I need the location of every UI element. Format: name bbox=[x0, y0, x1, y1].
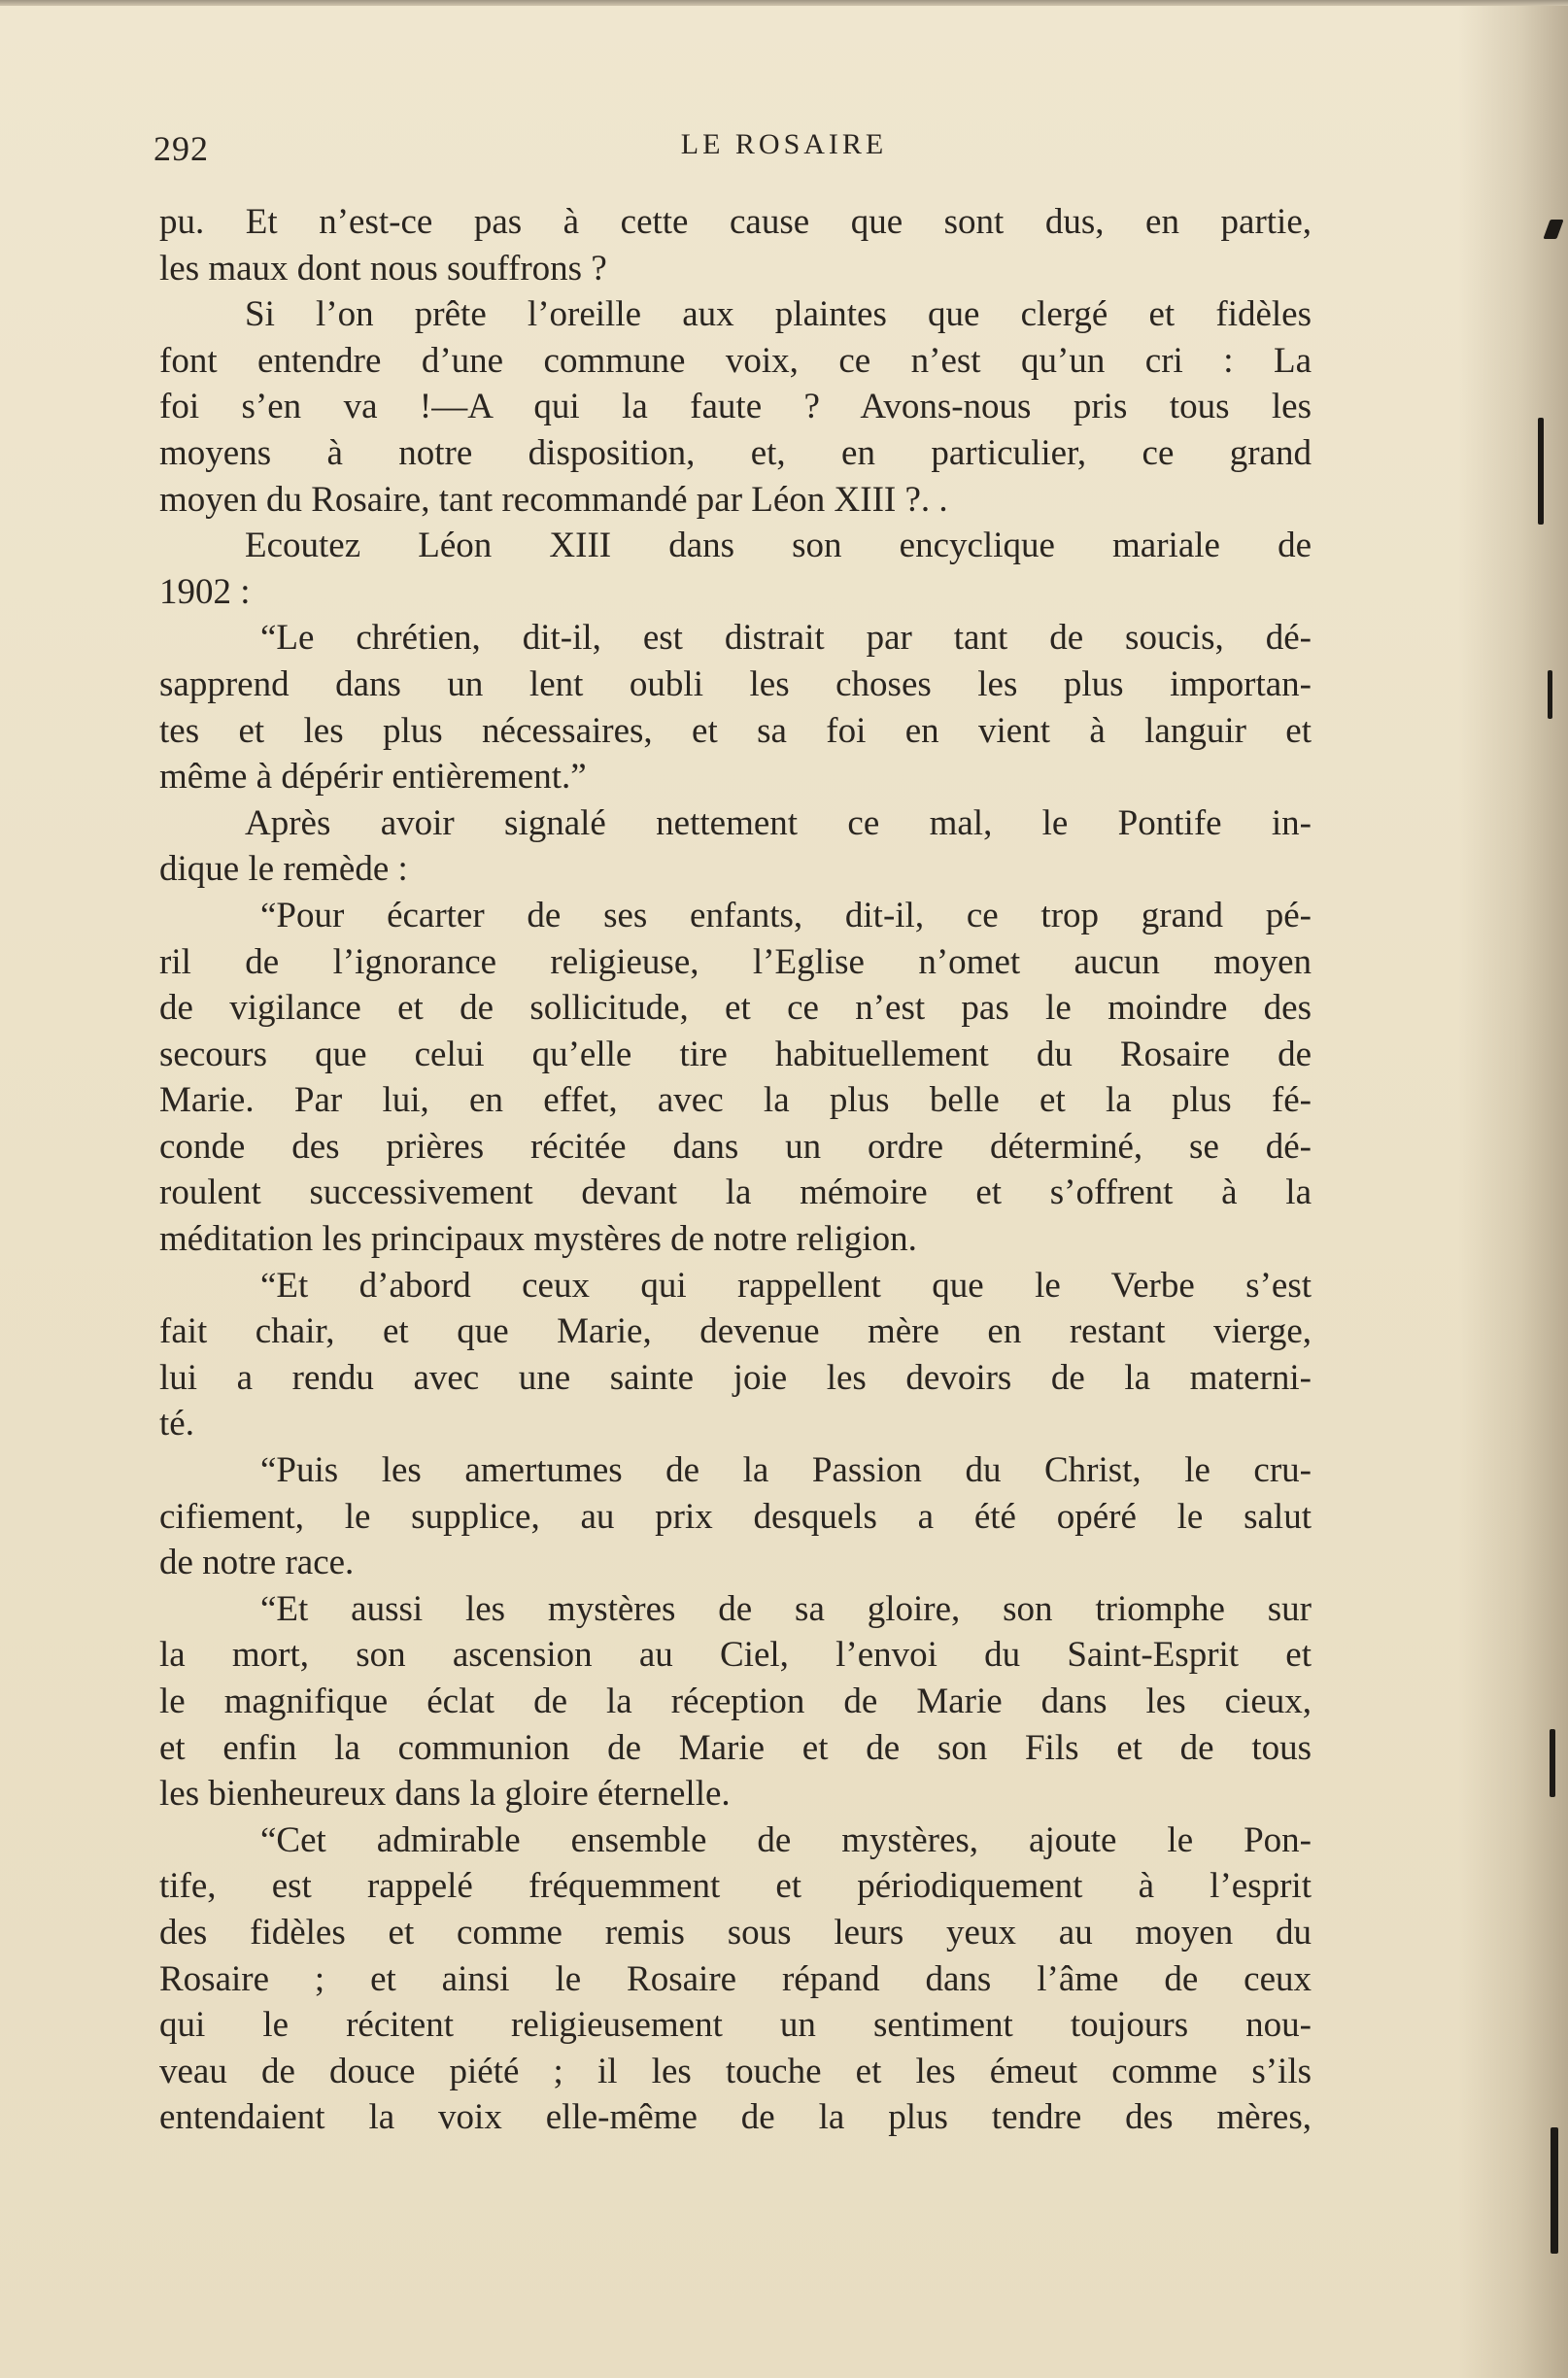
text-line: veau de douce piété ; il les touche et les émeut comme s’ils bbox=[159, 2051, 1312, 2091]
text-line: 1902 : bbox=[159, 571, 251, 612]
text-line: conde des prières récitée dans un ordre déterminé, se dé- bbox=[159, 1126, 1312, 1167]
text-line: entendaient la voix elle-même de la plus tendre des mères, bbox=[159, 2097, 1312, 2138]
binding-mark bbox=[1538, 418, 1544, 525]
text-line: “Puis les amertumes de la Passion du Christ, le cru- bbox=[260, 1450, 1312, 1491]
binding-mark bbox=[1548, 670, 1552, 719]
text-line: la mort, son ascension au Ciel, l’envoi du Saint-Esprit et bbox=[159, 1635, 1312, 1676]
text-line: sapprend dans un lent oubli les choses les plus importan- bbox=[159, 663, 1312, 704]
text-line: cifiement, le supplice, au prix desquels a été opéré le salut bbox=[159, 1496, 1312, 1537]
text-line: et enfin la communion de Marie et de son Fils et de tous bbox=[159, 1727, 1312, 1768]
text-line: pu. Et n’est-ce pas à cette cause que sont dus, en partie, bbox=[159, 202, 1312, 242]
body-text bbox=[159, 199, 1312, 2141]
text-line: “Et aussi les mystères de sa gloire, son triomphe sur bbox=[260, 1588, 1312, 1629]
text-line: de vigilance et de sollicitude, et ce n’est pas le moindre des bbox=[159, 988, 1312, 1029]
text-line: fait chair, et que Marie, devenue mère en restant vierge, bbox=[159, 1311, 1312, 1352]
text-line: font entendre d’une commune voix, ce n’est qu’un cri : La bbox=[159, 340, 1312, 381]
binding-mark bbox=[1551, 2127, 1558, 2254]
text-line: le magnifique éclat de la réception de Marie dans les cieux, bbox=[159, 1682, 1312, 1721]
text-line: Si l’on prête l’oreille aux plaintes que clergé et fidèles bbox=[245, 294, 1312, 335]
text-line: Rosaire ; et ainsi le Rosaire répand dans l’âme de ceux bbox=[159, 1958, 1312, 1999]
text-line: les bienheureux dans la gloire éternelle. bbox=[159, 1774, 731, 1815]
binding-mark bbox=[1543, 220, 1563, 239]
text-line: ril de l’ignorance religieuse, l’Eglise n’omet aucun moyen bbox=[159, 941, 1312, 982]
page-number: 292 bbox=[153, 129, 209, 168]
text-line: des fidèles et comme remis sous leurs yeux au moyen du bbox=[159, 1912, 1312, 1953]
text-line: méditation les principaux mystères de notre religion. bbox=[159, 1219, 917, 1260]
text-line: lui a rendu avec une sainte joie les devoirs de la materni- bbox=[159, 1357, 1312, 1398]
text-line: même à dépérir entièrement.” bbox=[159, 757, 587, 798]
text-line: “Pour écarter de ses enfants, dit-il, ce trop grand pé- bbox=[260, 895, 1312, 935]
text-line: tes et les plus nécessaires, et sa foi en vient à languir et bbox=[159, 710, 1312, 751]
text-line: qui le récitent religieusement un sentiment toujours nou- bbox=[159, 2005, 1312, 2046]
text-line: Après avoir signalé nettement ce mal, le Pontife in- bbox=[245, 802, 1312, 843]
text-line: “Et d’abord ceux qui rappellent que le Verbe s’est bbox=[260, 1265, 1312, 1306]
text-line: les maux dont nous souffrons ? bbox=[159, 248, 607, 289]
text-line: de notre race. bbox=[159, 1543, 355, 1583]
binding-mark bbox=[1550, 1729, 1555, 1797]
text-line: tife, est rappelé fréquemment et périodiquement à l’esprit bbox=[159, 1866, 1312, 1907]
text-line: roulent successivement devant la mémoire et s’offrent à la bbox=[159, 1172, 1312, 1213]
text-line: moyen du Rosaire, tant recommandé par Léon XIII ?. . bbox=[159, 479, 948, 520]
text-line: dique le remède : bbox=[159, 849, 408, 890]
text-line: “Le chrétien, dit-il, est distrait par tant de soucis, dé- bbox=[260, 618, 1312, 659]
text-line: “Cet admirable ensemble de mystères, ajoute le Pon- bbox=[260, 1819, 1312, 1860]
page-top-edge bbox=[0, 0, 1568, 6]
text-line: té. bbox=[159, 1404, 194, 1444]
running-head: LE ROSAIRE bbox=[680, 128, 888, 160]
text-line: Ecoutez Léon XIII dans son encyclique mariale de bbox=[245, 526, 1312, 566]
text-line: foi s’en va !—A qui la faute ? Avons-nous pris tous les bbox=[159, 387, 1312, 427]
text-line: secours que celui qu’elle tire habituellement du Rosaire de bbox=[159, 1034, 1312, 1074]
text-line: Marie. Par lui, en effet, avec la plus belle et la plus fé- bbox=[159, 1080, 1312, 1121]
text-line: moyens à notre disposition, et, en particulier, ce grand bbox=[159, 432, 1312, 473]
